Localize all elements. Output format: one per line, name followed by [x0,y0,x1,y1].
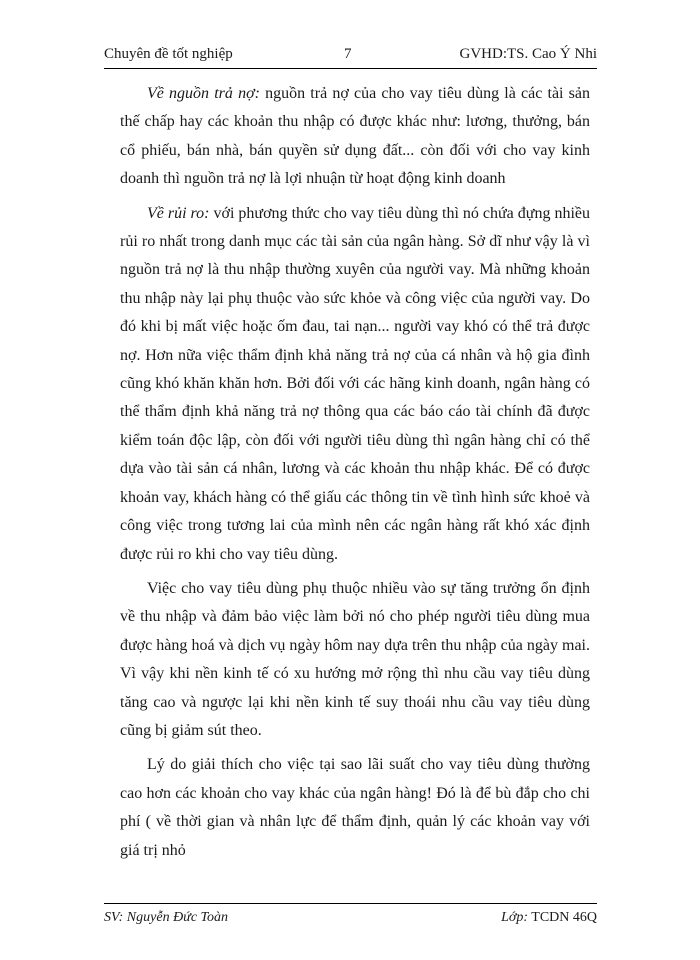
paragraph-lead: Về rủi ro: [147,204,210,222]
paragraph-economic-dependence [120,575,590,745]
footer-class [501,908,597,928]
paragraph-text: nguồn trả nợ của cho vay tiêu dùng là các tài sản thế chấp hay các khoản thu nhập có được khác như: lương, thưởng, bán cổ phiếu, bán nhà, bán quyền sử dụng đất... còn đối với cho vay kinh doanh thì nguồn trả nợ là lợi nhuận từ hoạt động kinh doanh [120,85,590,188]
footer-class-label: Lớp: [501,910,529,925]
footer-divider [104,903,597,904]
paragraph-interest-rate [120,751,590,865]
page-header [104,44,597,64]
footer-class-value: TCDN 46Q [528,910,597,925]
paragraph-repayment-source [120,80,590,194]
paragraph-text: Lý do giải thích cho việc tại sao lãi suất cho vay tiêu dùng thường cao hơn các khoản cho vay khác của ngân hàng! Đó là để bù đắp cho chi phí ( về thời gian và nhân lực để thẩm định, quản lý các khoản vay với giá trị nhỏ [120,756,590,859]
paragraph-risk [120,200,590,569]
footer-student: SV: Nguyễn Đức Toàn [104,910,229,925]
paragraph-text: Việc cho vay tiêu dùng phụ thuộc nhiều vào sự tăng trưởng ổn định về thu nhập và đảm bảo việc làm bởi nó cho phép người tiêu dùng mua được hàng hoá và dịch vụ ngày hôm nay dựa trên thu nhập của ngày mai. Vì vậy khi nền kinh tế có xu hướng mở rộng thì nhu cầu vay tiêu dùng tăng cao và ngược lại khi nền kinh tế suy thoái nhu cầu vay tiêu dùng cũng bị giảm sút theo. [120,579,590,739]
header-divider [104,68,597,69]
page-footer [104,908,597,928]
header-supervisor: GVHD:TS. Cao Ý Nhi [459,46,597,62]
document-body [120,80,590,871]
paragraph-text: với phương thức cho vay tiêu dùng thì nó chứa đựng nhiều rủi ro nhất trong danh mục các tài sản của ngân hàng. Sở dĩ như vậy là vì nguồn trả nợ là thu nhập thường xuyên của người vay. Mà những khoản thu nhập này lại phụ thuộc vào sức khỏe và công việc của người vay. Do đó khi bị mất việc hoặc ốm đau, tai nạn... người vay khó có thể trả được nợ. Hơn nữa việc thẩm định khả năng trả nợ của cá nhân và hộ gia đình cũng khó khăn khăn hơn. Bởi đối với các hãng kinh doanh, ngân hàng có thể thẩm định khả năng trả nợ thông qua các báo cáo tài chính đã được kiểm toán độc lập, còn đối với người tiêu dùng thì ngân hàng chỉ có thể dựa vào tài sản cá nhân, lương và các khoản thu nhập khác. Để có được khoản vay, khách hàng có thể giấu các thông tin về tình hình sức khoẻ và công việc trong tương lai của mình nên các ngân hàng rất khó xác định được rủi ro khi cho vay tiêu dùng. [120,204,590,563]
header-page-number: 7 [344,46,352,62]
paragraph-lead: Về nguồn trả nợ: [147,85,260,102]
header-document-type: Chuyên đề tốt nghiệp [104,46,233,62]
